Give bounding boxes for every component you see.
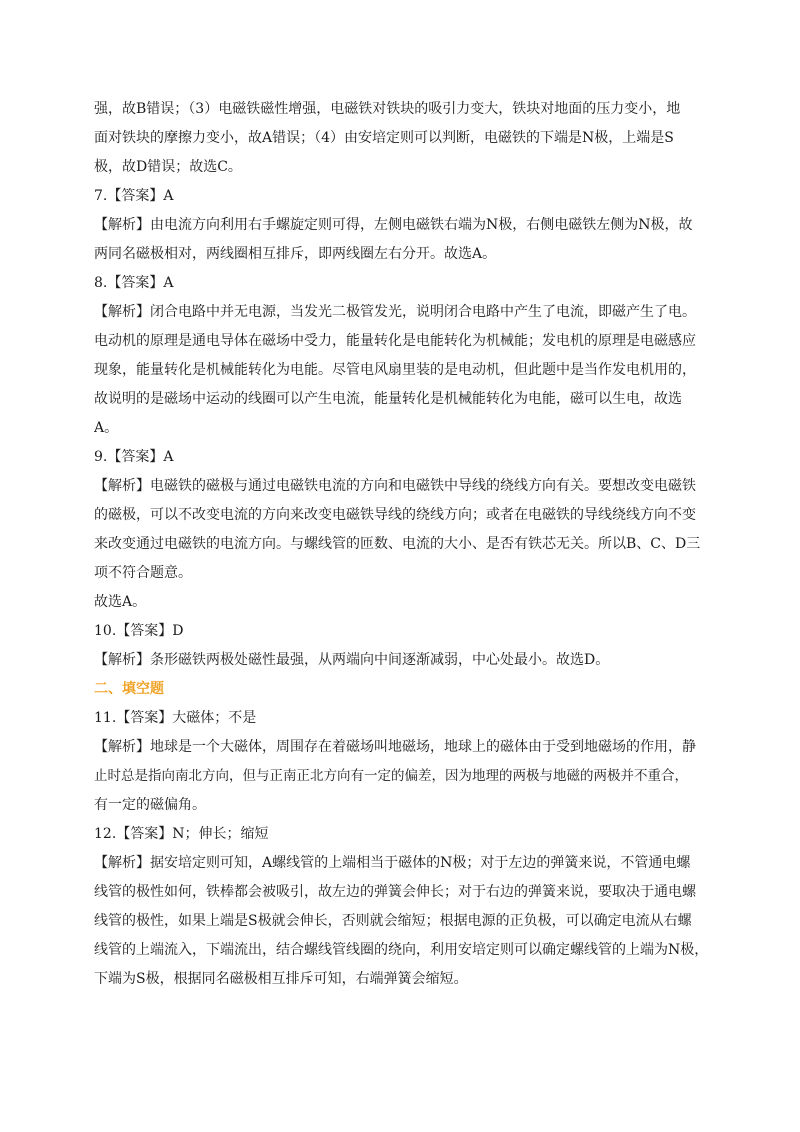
- text-line: 两同名磁极相对，两线圈相互排斥，即两线圈左右分开。故选A。: [94, 246, 497, 262]
- text-line: 9.【答案】A: [94, 449, 174, 465]
- text-line: 【解析】地球是一个大磁体，周围存在着磁场叫地磁场，地球上的磁体由于受到地磁场的作用，静: [94, 739, 696, 755]
- text-line: 【解析】条形磁铁两极处磁性最强，从两端向中间逐渐减弱，中心处最小。故选D。: [94, 652, 610, 668]
- text-line: 【解析】电磁铁的磁极与通过电磁铁电流的方向和电磁铁中导线的绕线方向有关。要想改变电磁铁: [94, 478, 696, 494]
- text-line: 下端为S极，根据同名磁极相互排斥可知，右端弹簧会缩短。: [94, 971, 468, 987]
- text-line: 的磁极，可以不改变电流的方向来改变电磁铁导线的绕线方向；或者在电磁铁的导线绕线方向不变: [94, 507, 696, 523]
- text-line: 【解析】据安培定则可知，A螺线管的上端相当于磁体的N极；对于左边的弹簧来说，不管通电螺: [94, 855, 691, 871]
- text-line: 强，故B错误；（3）电磁铁磁性增强，电磁铁对铁块的吸引力变大，铁块对地面的压力变小，地: [94, 101, 681, 117]
- text-line: 现象，能量转化是机械能转化为电能。尽管电风扇里装的是电动机，但此题中是当作发电机用的，: [94, 362, 696, 378]
- text-line: 10.【答案】D: [94, 623, 184, 639]
- text-line: 线管的上端流入，下端流出，结合螺线管线圈的绕向，利用安培定则可以确定螺线管的上端为N极，: [94, 942, 708, 958]
- text-line: A。: [94, 420, 119, 436]
- text-line: 极，故D错误；故选C。: [94, 159, 242, 175]
- text-line: 【解析】由电流方向利用右手螺旋定则可得，左侧电磁铁右端为N极，右侧电磁铁左侧为N极，故: [94, 217, 693, 233]
- document-page: [94, 95, 708, 994]
- text-line: 线管的极性，如果上端是S极就会伸长，否则就会缩短；根据电源的正负极，可以确定电流从右螺: [94, 913, 692, 929]
- text-line: 有一定的磁偏角。: [94, 797, 206, 813]
- text-line: 电动机的原理是通电导体在磁场中受力，能量转化是电能转化为机械能；发电机的原理是电磁感应: [94, 333, 696, 349]
- text-line: 故说明的是磁场中运动的线圈可以产生电流，能量转化是机械能转化为电能，磁可以生电，故选: [94, 391, 682, 407]
- text-line: 故选A。: [94, 594, 147, 610]
- text-line: 12.【答案】N；伸长；缩短: [94, 826, 269, 842]
- section-heading: 二、填空题: [94, 681, 164, 697]
- text-line: 8.【答案】A: [94, 275, 174, 291]
- text-line: 【解析】闭合电路中并无电源，当发光二极管发光，说明闭合电路中产生了电流，即磁产生了电。: [94, 304, 696, 320]
- text-line: 线管的极性如何，铁棒都会被吸引，故左边的弹簧会伸长；对于右边的弹簧来说，要取决于通电螺: [94, 884, 696, 900]
- text-line: 止时总是指向南北方向，但与正南正北方向有一定的偏差，因为地理的两极与地磁的两极并不重合，: [94, 768, 688, 784]
- text-line: 项不符合题意。: [94, 565, 192, 581]
- text-line: 7.【答案】A: [94, 188, 174, 204]
- text-line: 11.【答案】大磁体；不是: [94, 710, 257, 726]
- text-line: 面对铁块的摩擦力变小，故A错误；（4）由安培定则可以判断，电磁铁的下端是N极，上端是S: [94, 130, 674, 146]
- text-line: 来改变通过电磁铁的电流方向。与螺线管的匝数、电流的大小、是否有铁芯无关。所以B、C、D三: [94, 536, 701, 552]
